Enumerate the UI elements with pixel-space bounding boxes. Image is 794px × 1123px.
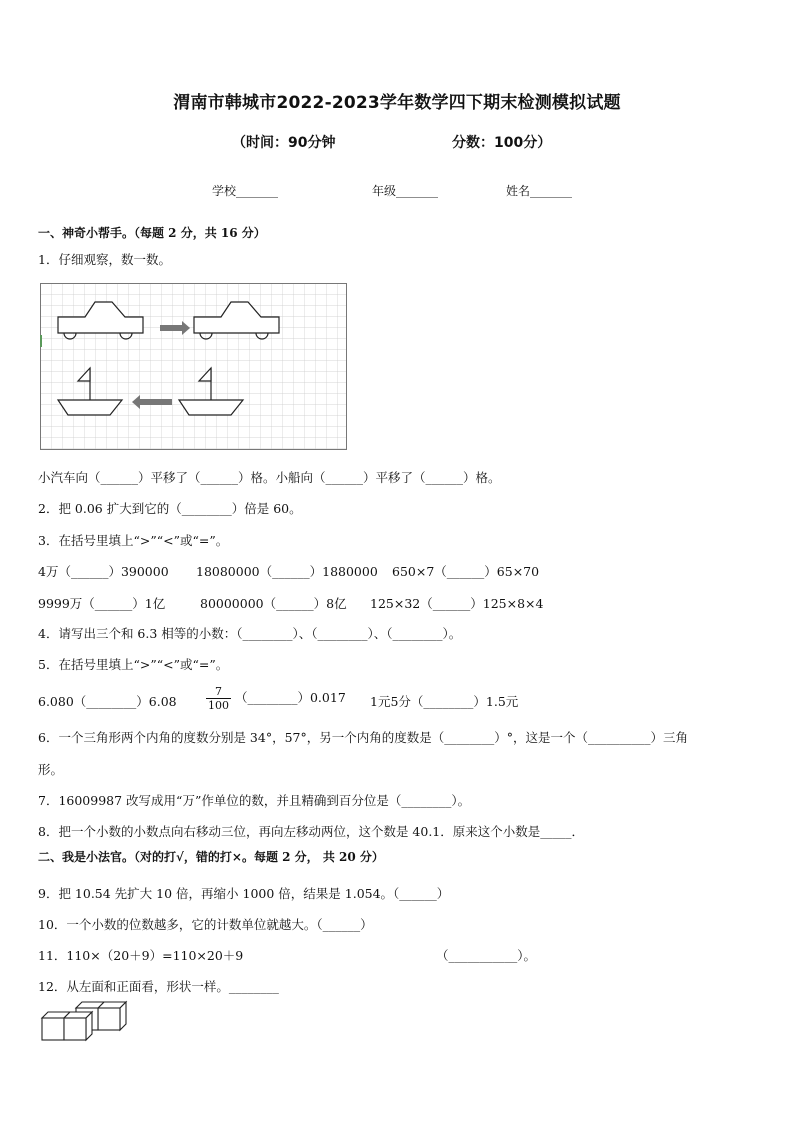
- q11-answer[interactable]: （___________）。: [436, 948, 537, 963]
- q3-row1-item1[interactable]: 4万（______）390000: [38, 564, 169, 579]
- grade-field[interactable]: 年级_______: [372, 184, 439, 198]
- translation-grid-figure: [40, 283, 348, 451]
- q1-stem: 1．仔细观察，数一数。: [38, 252, 171, 267]
- q12[interactable]: 12．从左面和正面看，形状一样。________: [38, 979, 279, 994]
- q5-stem: 5．在括号里填上“>”“<”或“=”。: [38, 657, 229, 672]
- fraction-denominator: 100: [208, 699, 229, 712]
- fraction-numerator: 7: [206, 685, 231, 699]
- q5-item2-rest: （________）0.017: [234, 690, 346, 705]
- section2-heading: 二、我是小法官。（对的打√，错的打×。每题 2 分， 共 20 分）: [38, 850, 384, 864]
- exam-time: （时间：90分钟: [232, 135, 336, 151]
- q3-stem: 3．在括号里填上“>”“<”或“=”。: [38, 533, 229, 548]
- q9[interactable]: 9．把 10.54 先扩大 10 倍，再缩小 1000 倍，结果是 1.054。（______）: [38, 886, 450, 901]
- q3-row1-item2[interactable]: 18080000（______）1880000: [196, 564, 378, 579]
- q6-line2: 形。: [38, 762, 64, 777]
- q7[interactable]: 7．16009987 改写成用“万”作单位的数，并且精确到百分位是（________）。: [38, 793, 471, 808]
- name-field[interactable]: 姓名_______: [506, 184, 573, 198]
- q5-item1[interactable]: 6.080（________）6.08: [38, 694, 177, 709]
- q1-answer[interactable]: 小汽车向（______）平移了（______）格。小船向（______）平移了（______）格。: [38, 470, 501, 485]
- q5-item2[interactable]: [206, 685, 346, 712]
- q11: 11．110×（20＋9）=110×20＋9: [38, 948, 244, 963]
- section1-heading: 一、神奇小帮手。（每题 2 分，共 16 分）: [38, 226, 266, 240]
- page-title: 渭南市韩城市2022-2023学年数学四下期末检测模拟试题: [173, 93, 621, 113]
- q8[interactable]: 8．把一个小数的小数点向右移动三位，再向左移动两位，这个数是 40.1．原来这个小数是_____．: [38, 824, 585, 839]
- q6-line1[interactable]: 6．一个三角形两个内角的度数分别是 34°，57°，另一个内角的度数是（________）°，这是一个（__________）三角: [38, 730, 688, 745]
- fraction-7-100: [206, 685, 231, 712]
- q5-item3[interactable]: 1元5分（________）1.5元: [370, 694, 519, 709]
- cubes-figure: [40, 1000, 130, 1042]
- school-field[interactable]: 学校_______: [212, 184, 279, 198]
- q3-row2-item2[interactable]: 80000000（______）8亿: [200, 596, 347, 611]
- q3-row2-item1[interactable]: 9999万（______）1亿: [38, 596, 166, 611]
- exam-score: 分数：100分）: [452, 135, 552, 151]
- q4[interactable]: 4．请写出三个和 6.3 相等的小数：（________）、（________）、（________）。: [38, 626, 462, 641]
- q10[interactable]: 10．一个小数的位数越多，它的计数单位就越大。（______）: [38, 917, 373, 932]
- q2[interactable]: 2．把 0.06 扩大到它的（________）倍是 60。: [38, 501, 302, 516]
- q3-row1-item3[interactable]: 650×7（______）65×70: [392, 564, 540, 579]
- q3-row2-item3[interactable]: 125×32（______）125×8×4: [370, 596, 544, 611]
